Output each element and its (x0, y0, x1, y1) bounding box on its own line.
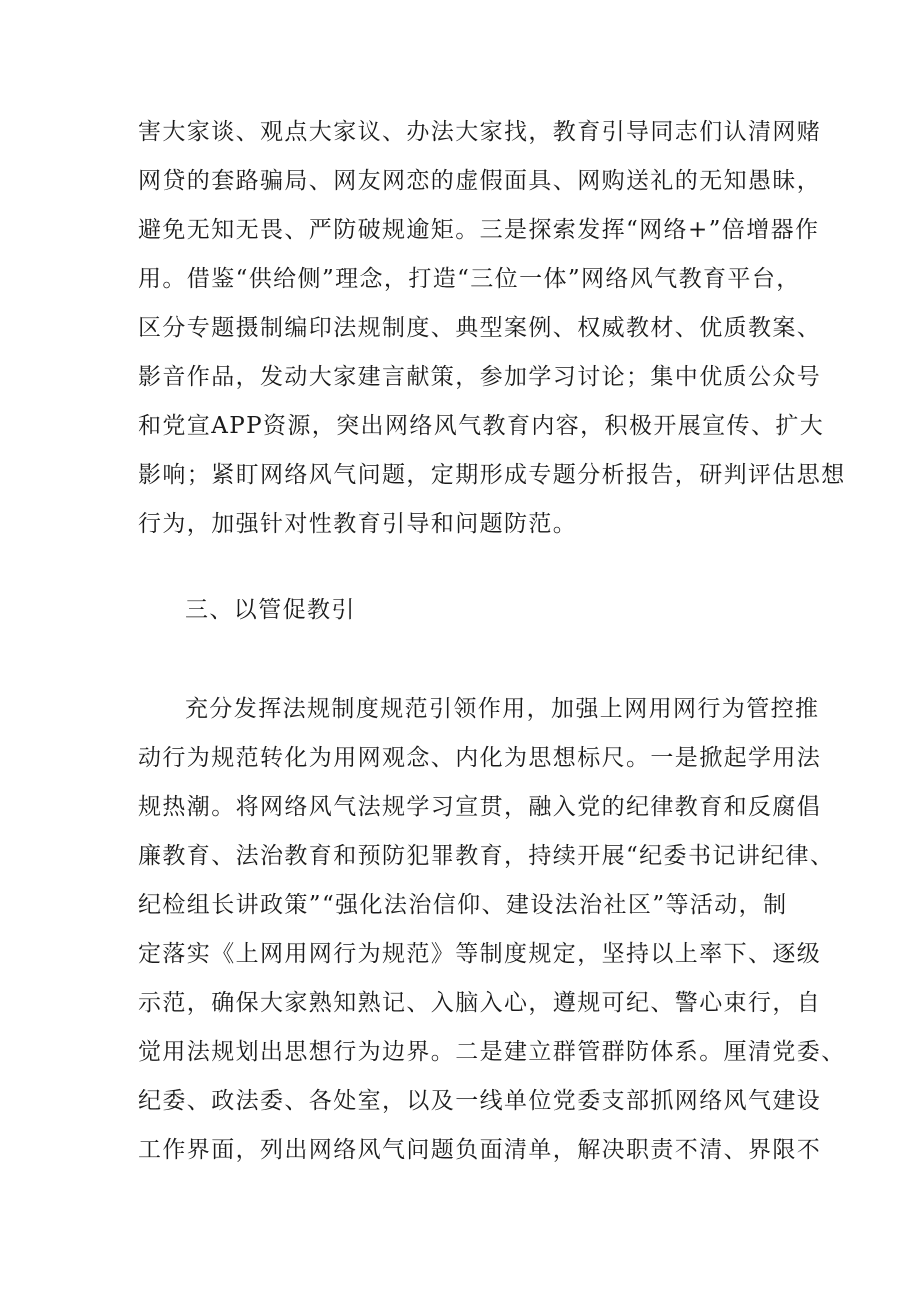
paragraph-2-line: 工作界面，列出网络风气问题负面清单，解决职责不清、界限不 (138, 1137, 822, 1163)
paragraph-2-line: 纪委、政法委、各处室，以及一线单位党委支部抓网络风气建设 (138, 1088, 822, 1114)
paragraph-1-line: 影音作品，发动大家建言献策，参加学习讨论；集中优质公众号 (138, 364, 822, 390)
paragraph-1-line: 区分专题摄制编印法规制度、典型案例、权威教材、优质教案、 (138, 315, 822, 341)
paragraph-2-line: 规热潮。将网络风气法规学习宣贯，融入党的纪律教育和反腐倡 (138, 794, 822, 820)
paragraph-1-line: 和党宣APP资源，突出网络风气教育内容，积极开展宣传、扩大 (138, 413, 825, 439)
paragraph-2-line: 充分发挥法规制度规范引领作用，加强上网用网行为管控推 (185, 696, 820, 722)
section-heading: 三、以管促教引 (185, 597, 356, 623)
paragraph-1-line: 影响；紧盯网络风气问题，定期形成专题分析报告，研判评估思想 (138, 462, 846, 488)
paragraph-1-line: 行为，加强针对性教育引导和问题防范。 (138, 511, 578, 537)
paragraph-2-line: 示范，确保大家熟知熟记、入脑入心，遵规可纪、警心束行，自 (138, 990, 822, 1016)
paragraph-2-line: 廉教育、法治教育和预防犯罪教育，持续开展“纪委书记讲纪律、 (138, 843, 835, 869)
paragraph-2-line: 觉用法规划出思想行为边界。二是建立群管群防体系。厘清党委、 (138, 1039, 846, 1065)
paragraph-1-line: 用。借鉴“供给侧”理念，打造“三位一体”网络风气教育平台， (138, 266, 801, 292)
paragraph-1 (138, 108, 846, 549)
paragraph-1-line: 害大家谈、观点大家议、办法大家找，教育引导同志们认清网赌 (138, 119, 822, 145)
paragraph-1-line: 网贷的套路骗局、网友网恋的虚假面具、网购送礼的无知愚昧， (138, 168, 822, 194)
paragraph-1-line: 避免无知无畏、严防破规逾矩。三是探索发挥“网络+”倍增器作 (138, 217, 820, 243)
paragraph-2-line: 定落实《上网用网行为规范》等制度规定，坚持以上率下、逐级 (138, 941, 822, 967)
paragraph-2-line: 纪检组长讲政策”“强化法治信仰、建设法治社区”等活动，制 (138, 892, 788, 918)
paragraph-2-line: 动行为规范转化为用网观念、内化为思想标尺。一是掀起学用法 (138, 745, 822, 771)
paragraph-2 (138, 685, 846, 1175)
